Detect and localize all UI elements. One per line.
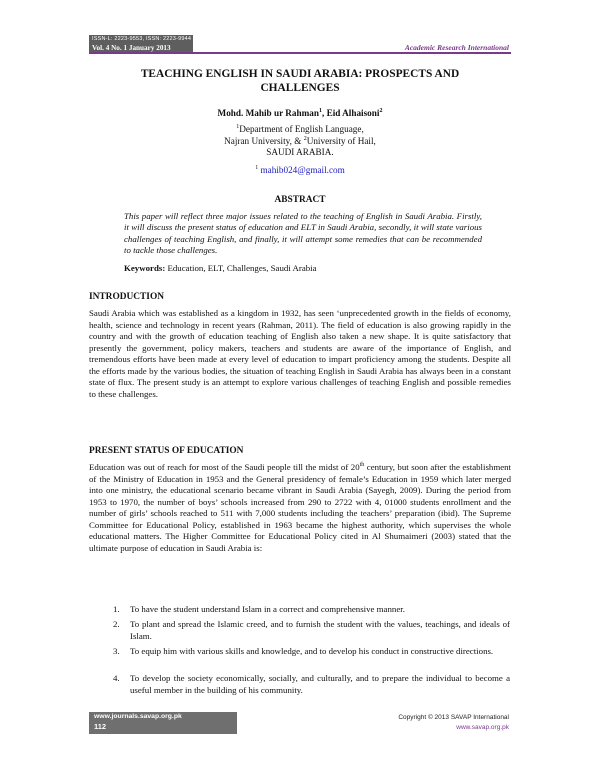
- volume-text: Vol. 4 No. 1 January 2013: [92, 43, 171, 52]
- author-2: Eid Alhaisoni: [326, 108, 380, 118]
- page-header: [89, 35, 511, 55]
- author-1-sup: 1: [318, 107, 322, 114]
- introduction-body: Saudi Arabia which was established as a kingdom in 1932, has seen ‘unprecedented growth in the fields of economy, health, science and technology in recent years (Rahman, 2011). The field of education is also growing rapidly in the country and with the growth of education teaching of English also taken a new shape. It is quite satisfactory that presently the government, policy makers, teachers and students are aware of the importance of English, and tremendous efforts have been made at every level of education to impart proficiency among the students. Despite all the efforts made by the various bodies, the situation of teaching English in Saudi Arabia has always been in a constant state of flux. The present study is an attempt to explore various challenges of teaching English and possible remedies to these challenges.: [89, 308, 511, 400]
- header-rule: [89, 52, 511, 54]
- author-email: [89, 165, 511, 175]
- affiliation-line-1: [89, 124, 511, 136]
- affil-2b-text: University of Hail,: [306, 135, 376, 146]
- affiliation-line-2: [89, 136, 511, 148]
- present-status-body: [89, 462, 511, 555]
- list-item-text: To equip him with various skills and knowledge, and to develop his conduct in constructive directions.: [130, 646, 494, 656]
- paper-title: [89, 67, 511, 95]
- list-item-text: To develop the society economically, socially, and culturally, and to prepare the individual to become a useful member in the building of his community.: [130, 673, 510, 695]
- introduction-heading: INTRODUCTION: [89, 292, 165, 302]
- authors: [89, 108, 511, 118]
- title-line-1: TEACHING ENGLISH IN SAUDI ARABIA: PROSPECTS AND: [140, 68, 460, 80]
- list-item-number: 1.: [113, 604, 120, 614]
- affil-1-text: Department of English Language,: [239, 124, 364, 134]
- page-number: 112: [94, 722, 107, 731]
- affil-1-sup: 1: [236, 123, 240, 130]
- affiliations: [89, 124, 511, 159]
- footer-site-url[interactable]: www.savap.org.pk: [456, 724, 509, 731]
- affiliation-line-3: SAUDI ARABIA.: [266, 147, 334, 158]
- journal-name: Academic Research International: [404, 43, 509, 52]
- author-1: Mohd. Mahib ur Rahman: [217, 108, 319, 118]
- affil-2-sup: 2: [303, 135, 307, 142]
- present-status-body-b: century, but soon after the establishment of the Ministry of Education in 1953 and the General presidency of female’s Education in 1959 which later merged into one ministry, the educational scenario became vibrant in Saudi Arabia (Sayegh, 2009). During the period from 1953 to 1970, the number of boys’ schools increased from 290 to 2722 with 4, 01000 students enrollment and the number of girls’ schools reached to 511 with 7,000 students including the teachers’ preparation (ibid). The Supreme Committee for Educational Policy, established in 1963 became the highest authority, which supervises the whole educational matters. The Higher Committee for Educational Policy cited in Al Shumaimeri (2003) stated that the ultimate purpose of education in Saudi Arabia is:: [89, 462, 512, 554]
- footer-journal-url[interactable]: www.journals.savap.org.pk: [94, 713, 182, 720]
- footer-copyright: Copyright © 2013 SAVAP International: [398, 714, 509, 721]
- keywords-list: Education, ELT, Challenges, Saudi Arabia: [165, 263, 317, 273]
- footer-box: [89, 712, 237, 734]
- abstract-heading: ABSTRACT: [274, 195, 326, 205]
- present-status-sup: th: [359, 462, 365, 469]
- author-2-sup: 2: [379, 107, 383, 114]
- list-item-number: 3.: [113, 646, 120, 656]
- issn-text: ISSN-L: 2223-9553, ISSN: 2223-9944: [92, 36, 192, 42]
- abstract-body: This paper will reflect three major issues related to the teaching of English in Saudi Arabia. Firstly, it will discuss the present status of education and ELT in Saudi Arabia, secondly, it will state various challenges of teaching English, and finally, it will attempt some remedies that can be recommended to tackle those challenges.: [124, 211, 482, 256]
- author-separator: ,: [321, 108, 327, 118]
- list-item-number: 2.: [113, 619, 120, 629]
- affil-2a-text: Najran University, &: [224, 135, 304, 146]
- list-item-number: 4.: [113, 673, 120, 683]
- page-footer: [89, 712, 511, 737]
- header-issn-box: [89, 35, 193, 52]
- email-link[interactable]: mahib024@gmail.com: [260, 165, 345, 175]
- email-sup: 1: [255, 164, 259, 171]
- title-line-2: CHALLENGES: [260, 82, 340, 94]
- keywords-label: Keywords:: [124, 263, 166, 273]
- list-item-text: To have the student understand Islam in a correct and comprehensive manner.: [130, 604, 405, 614]
- keywords: [124, 263, 484, 273]
- present-status-heading: PRESENT STATUS OF EDUCATION: [89, 446, 244, 456]
- present-status-body-a: Education was out of reach for most of the Saudi people till the midst of 20: [89, 462, 360, 472]
- list-item-text: To plant and spread the Islamic creed, and to furnish the student with the values, teachings, and ideals of Islam.: [130, 619, 510, 641]
